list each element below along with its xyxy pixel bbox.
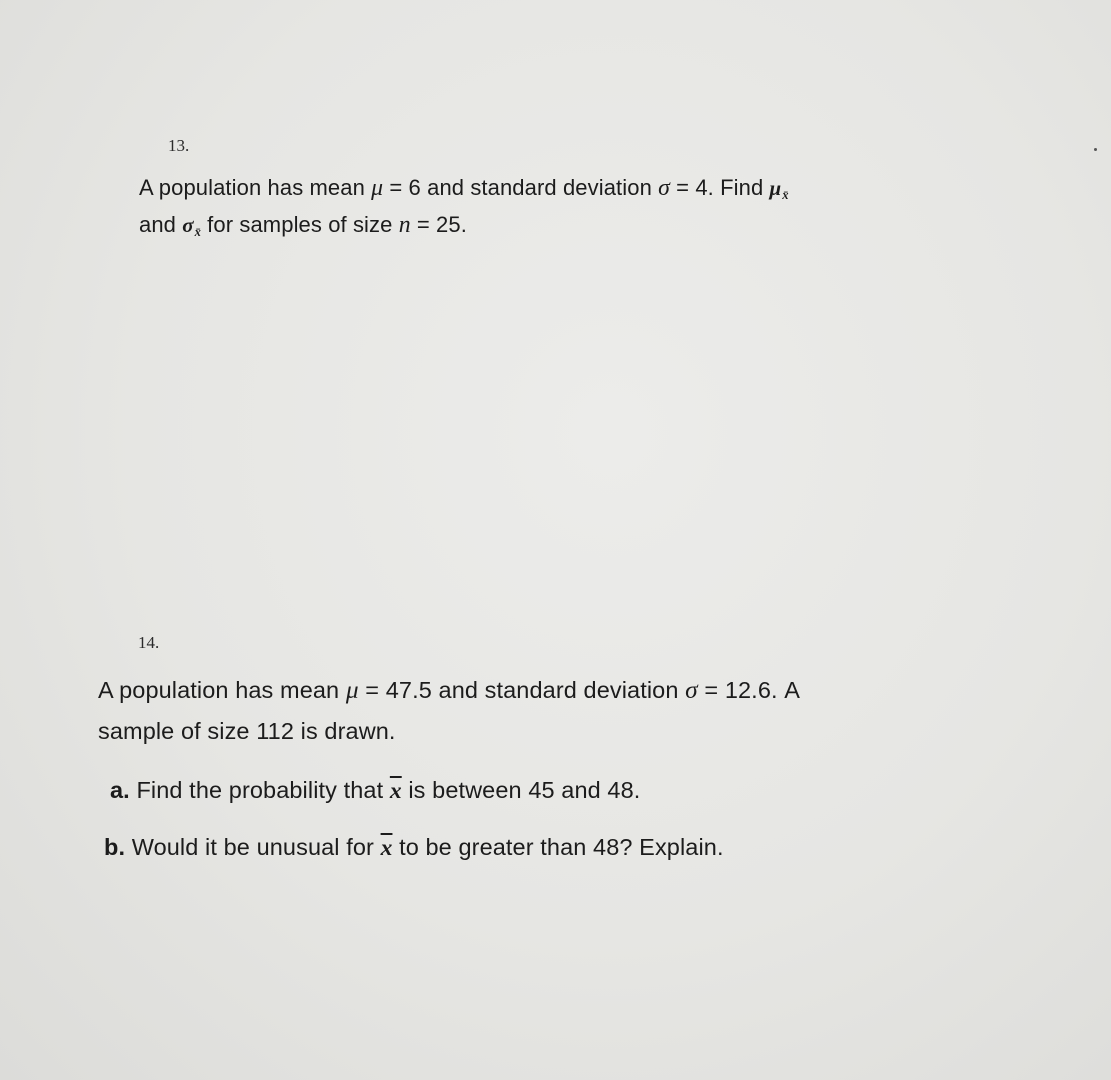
bleed-through-top (149, 64, 950, 141)
question-14-part-a: a. Find the probability that $\overline{x}$ is between 45 and 48. (110, 777, 641, 804)
mu-symbol: μ (371, 175, 384, 201)
question-13-number: 13. (168, 136, 190, 155)
n-symbol: n (398, 212, 411, 238)
sigma-symbol: σ (685, 676, 698, 704)
question-14-line-1: A population has mean μ = 47.5 and standard deviation σ = 12.6. A (98, 676, 801, 704)
sigma-xbar-symbol: $\sigma_{x̄}$ (182, 213, 201, 240)
mu-xbar-symbol: $\mu_{x̄}$ (769, 176, 789, 203)
sigma-symbol: σ (658, 175, 670, 201)
xbar-symbol: $\overline{x}$ (389, 778, 402, 804)
part-a-label: a. (110, 777, 130, 803)
question-13-line-2: and $\sigma_{x̄}$ for samples of size n = 25. (139, 212, 467, 240)
part-b-label: b. (104, 834, 126, 860)
stray-mark (1094, 148, 1097, 151)
bleed-through-middle (149, 406, 970, 483)
question-13-line-1: A population has mean μ = 6 and standard deviation σ = 4. Find $\mu_{x̄}$ (139, 175, 789, 203)
mu-symbol: μ (345, 676, 359, 704)
question-14-number: 14. (138, 633, 160, 652)
question-14-line-2: sample of size 112 is drawn. (98, 718, 396, 744)
question-14-part-b: b. Would it be unusual for $\overline{x}$ to be greater than 48? Explain. (104, 834, 724, 861)
xbar-symbol: $\overline{x}$ (380, 835, 393, 861)
